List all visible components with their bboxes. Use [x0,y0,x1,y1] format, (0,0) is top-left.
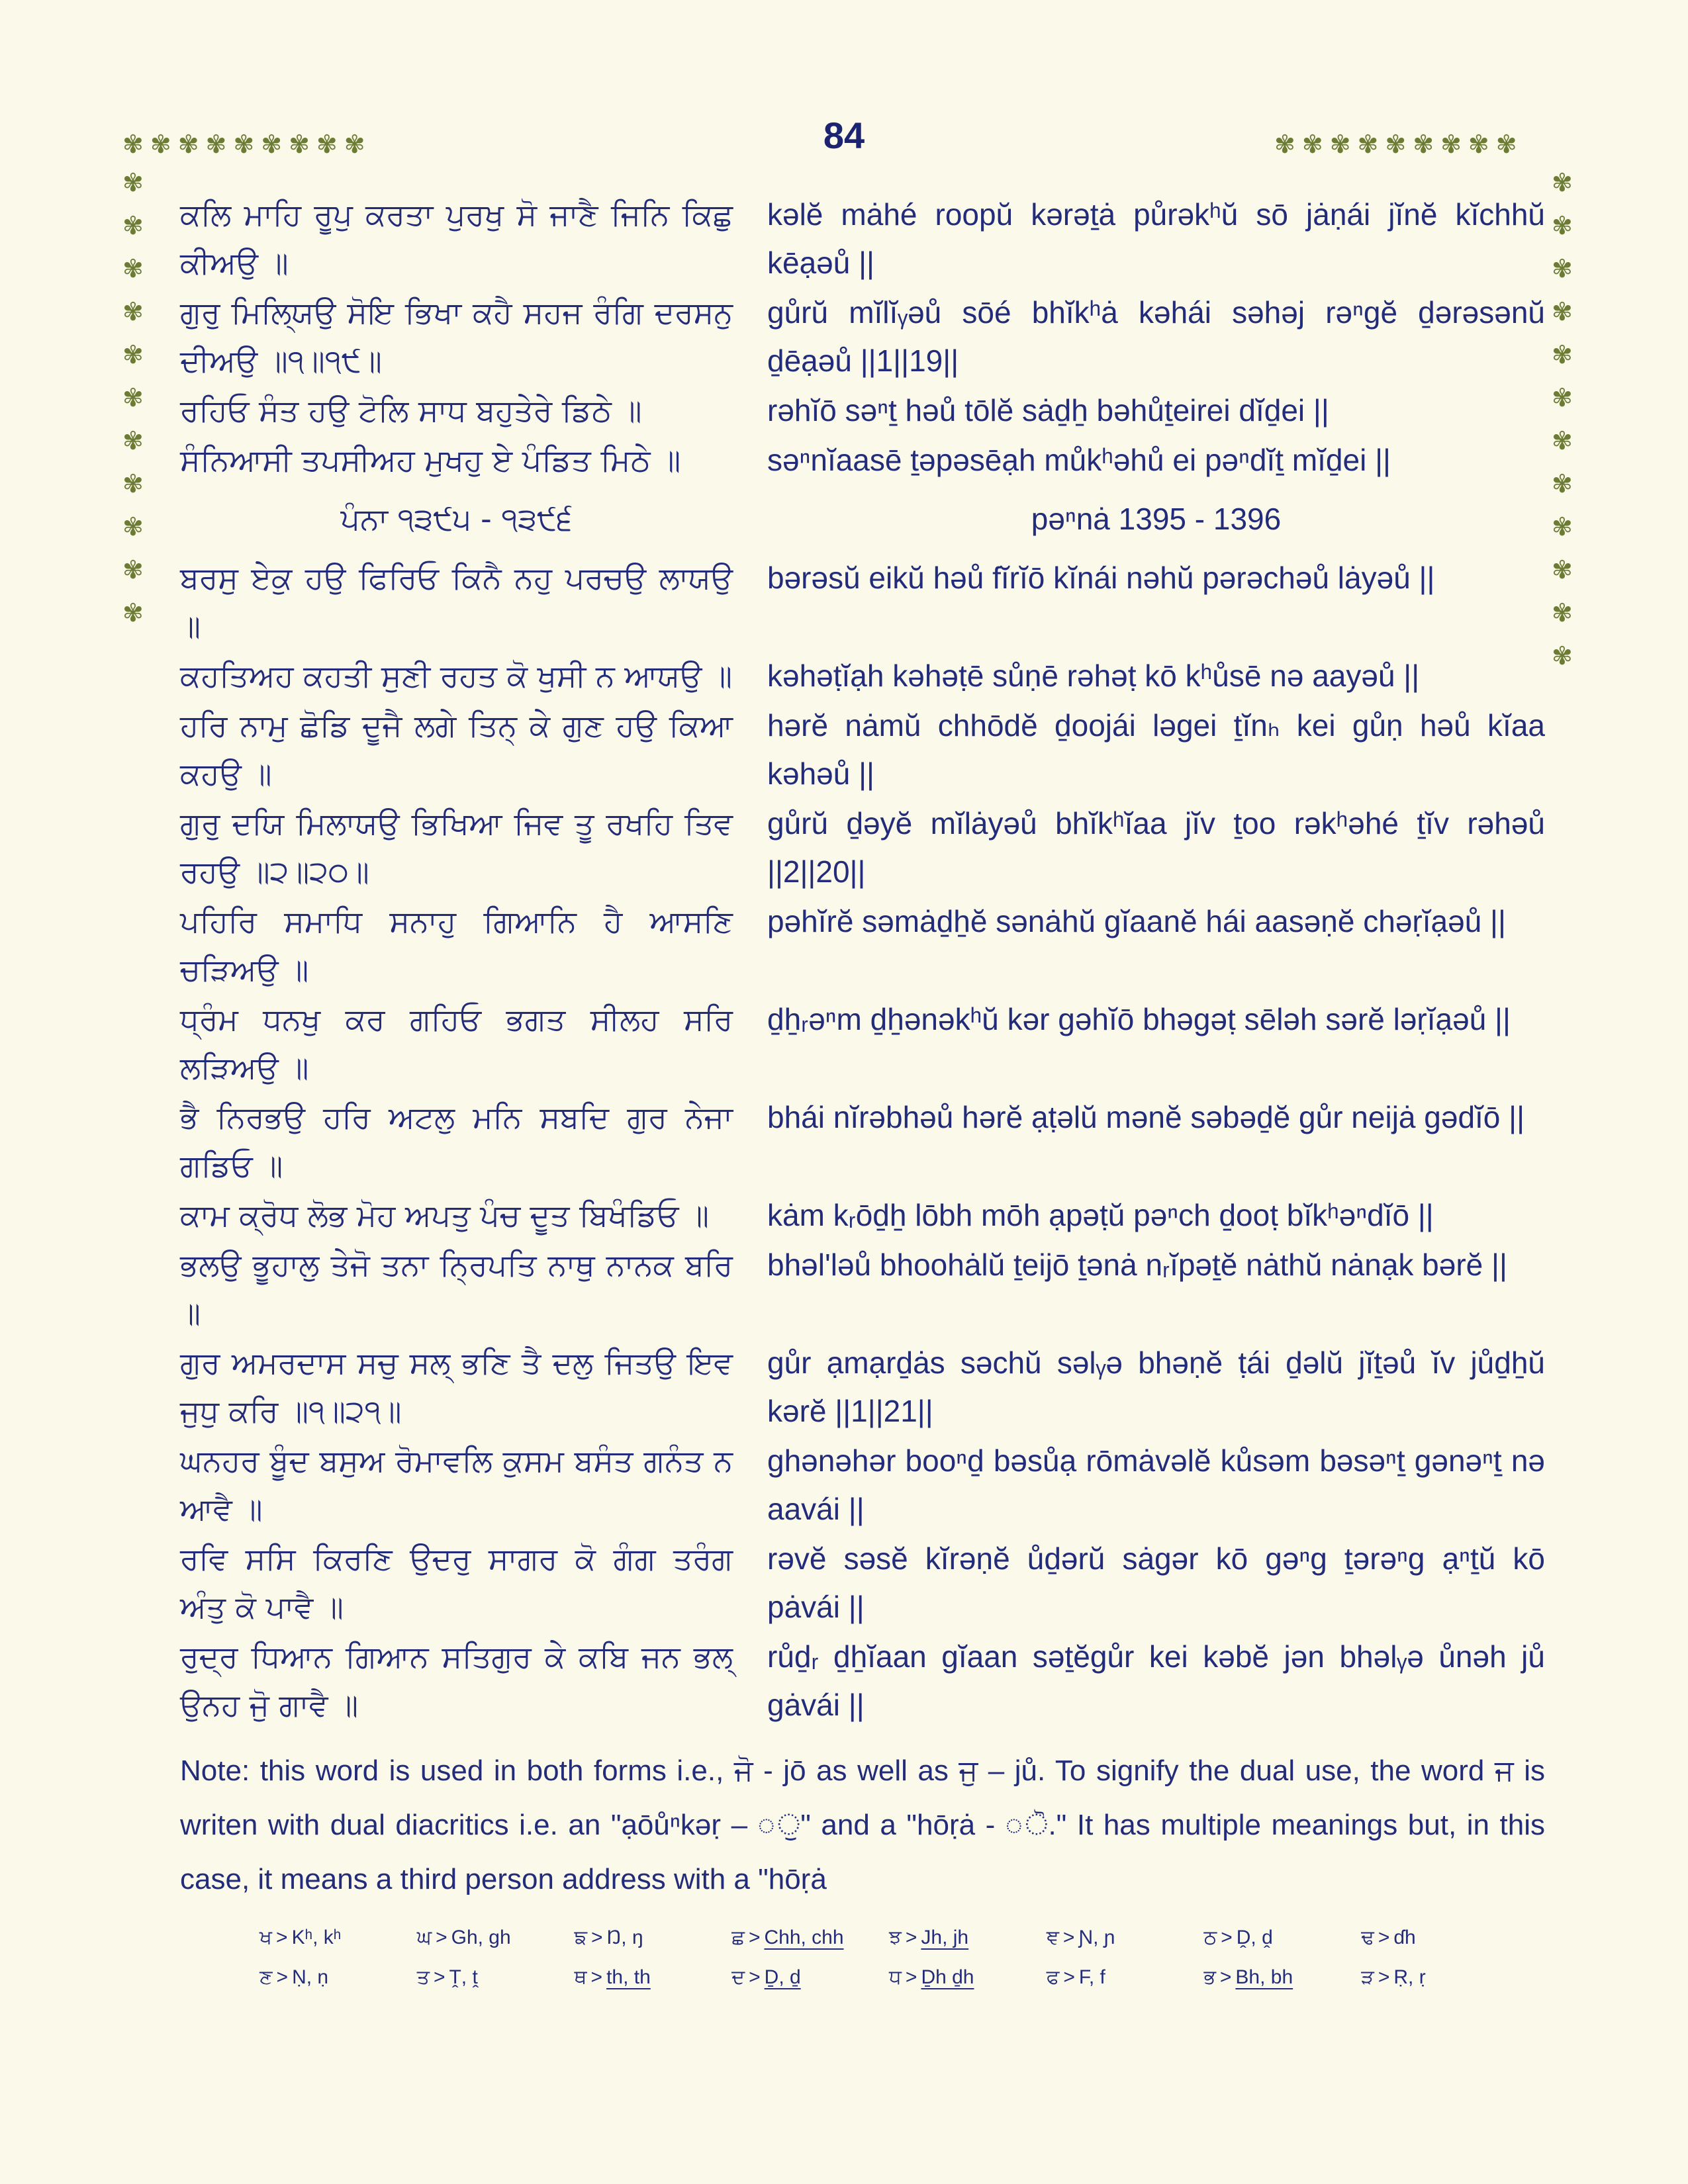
flower-icon: ✾ [1385,131,1407,159]
gurmukhi-line: ਧ੍ਰੰਮ ਧਨਖੁ ਕਰ ਗਹਿਓ ਭਗਤ ਸੀਲਹ ਸਰਿ ਲੜਿਅਉ ॥ [180,1001,733,1085]
transliteration-line: gůr ạmạrḏȧs səchŭ səlᵧə bhəṇĕ ṭái ḏəlŭ jĭṯəů ĭv jůḏẖŭ kərĕ ||1||21|| [767,1345,1545,1428]
gurmukhi-line: ਗੁਰ ਅਮਰਦਾਸ ਸਚੁ ਸਲ੍ ਭਣਿ ਤੈ ਦਲੁ ਜਿਤਉ ਇਵ ਜੁਧੁ ਕਰਿ ॥੧॥੨੧॥ [180,1345,733,1429]
flower-icon: ✾ [1552,557,1573,584]
key-gurmukhi-letter: ਝ [889,1927,902,1948]
transliteration-line: kəlĕ mȧhé roopŭ kərəṯȧ půrəkʰŭ sō jȧṇái jĭnĕ kĭchhŭ kēạəů || [767,197,1545,280]
key-item [731,1927,889,1949]
flower-icon: ✾ [1552,471,1573,498]
key-roman: Jh, jh [921,1927,969,1948]
flower-icon: ✾ [122,255,144,283]
verse-row [180,387,1545,435]
verse-row [180,436,1545,484]
gurmukhi-line: ਗੁਰੁ ਦਯਿ ਮਿਲਾਯਉ ਭਿਖਿਆ ਜਿਵ ਤੂ ਰਖਹਿ ਤਿਵ ਰਹਉ ॥੨॥੨੦॥ [180,805,733,889]
flower-icon: ✾ [261,131,283,159]
key-separator: > [590,1927,603,1948]
page-reference-gurmukhi: ਪੰਨਾ ੧੩੯੫ - ੧੩੯੬ [340,501,573,537]
flower-border-top-left [122,132,365,158]
verse-row [180,1339,1545,1435]
key-item [1047,1927,1204,1949]
key-gurmukhi-letter: ਧ [889,1966,902,1988]
key-separator: > [276,1966,289,1988]
key-item [575,1966,732,1989]
key-separator: > [1219,1966,1232,1988]
gurmukhi-line: ਭਲਉ ਭੂਹਾਲੁ ਤੇਜੋ ਤਨਾ ਨ੍ਰਿਪਤਿ ਨਾਥੁ ਨਾਨਕ ਬਰਿ ॥ [180,1247,733,1331]
flower-icon: ✾ [1329,131,1351,159]
gurmukhi-line: ਪਹਿਰਿ ਸਮਾਧਿ ਸਨਾਹੁ ਗਿਆਨਿ ਹੈ ਆਸਣਿ ਚੜਿਅਉ ॥ [180,903,733,987]
gurmukhi-line: ਕਾਮ ਕ੍ਰੋਧ ਲੋਭ ਮੋਹ ਅਪਤੁ ਪੰਚ ਦੂਤ ਬਿਖੰਡਿਓ ॥ [180,1197,710,1233]
key-gurmukhi-letter: ਠ [1203,1927,1217,1948]
flower-icon: ✾ [1552,298,1573,326]
key-separator: > [1062,1927,1075,1948]
verse-row [180,289,1545,385]
key-roman: Kʰ, kʰ [291,1927,342,1948]
key-roman: Ṇ, ṇ [292,1966,329,1988]
key-item [259,1966,417,1989]
verse-row [180,702,1545,798]
key-gurmukhi-letter: ਤ [416,1966,430,1988]
transliteration-line: hərĕ nȧmŭ chhōdĕ ḏoojái ləgei ṯĭnₕ kei gůṇ həů kĭaa kəhəů || [767,708,1545,791]
key-gurmukhi-letter: ਥ [574,1966,587,1988]
transliteration-line: bhəl'ləů bhoohȧlŭ ṯeijō ṯənȧ nᵣĭpəṯĕ nȧthŭ nȧnạk bərĕ || [767,1248,1507,1282]
gurmukhi-line: ਹਰਿ ਨਾਮੁ ਛੋਡਿ ਦੂਜੈ ਲਗੇ ਤਿਨ੍ ਕੇ ਗੁਣ ਹਉ ਕਿਆ ਕਹਉ ॥ [180,707,733,792]
key-separator: > [1063,1966,1075,1988]
key-separator: > [905,1966,917,1988]
transliteration-line: pəhĭrĕ səmȧḏẖĕ sənȧhŭ gĭaanĕ hái aasəṇĕ chəṛĭạəů || [767,904,1506,938]
key-roman: F, f [1078,1966,1105,1988]
flower-icon: ✾ [1274,131,1295,159]
gurmukhi-line: ਕਹਤਿਅਹ ਕਹਤੀ ਸੁਣੀ ਰਹਤ ਕੋ ਖੁਸੀ ਨ ਆਯਉ ॥ [180,658,733,694]
key-roman: Bh, bh [1235,1966,1293,1988]
key-separator: > [1378,1927,1390,1948]
key-separator: > [1221,1927,1233,1948]
key-item [1361,1927,1519,1949]
key-item [259,1927,417,1949]
transliteration-line: gůrŭ mĭlĭᵧəů sōé bhĭkʰȧ kəhái səhəj rəⁿgĕ ḏərəsənŭ ḏēạəů ||1||19|| [767,295,1545,378]
flower-icon: ✾ [1552,428,1573,455]
transliteration-line: bhái nĭrəbhəů hərĕ ạṭəlŭ mənĕ səbəḏĕ gůr neijȧ gədĭō || [767,1100,1525,1134]
gurmukhi-line: ਗੁਰੁ ਮਿਲ੍ਯਿਉ ਸੋਇ ਭਿਖਾ ਕਹੈ ਸਹਜ ਰੰਗਿ ਦਰਸਨੁ ਦੀਅਉ ॥੧॥੧੯॥ [180,295,733,379]
verse-row [180,1191,1545,1240]
flower-icon: ✾ [122,341,144,369]
key-roman: Ḓ, ḓ [1236,1927,1273,1948]
key-roman: ɗh [1393,1927,1416,1948]
key-separator: > [436,1927,447,1948]
flower-icon: ✾ [1440,131,1462,159]
flower-icon: ✾ [150,131,171,159]
verse-row [180,799,1545,896]
transliteration-line: kəhəṭĭạh kəhəṭē sůṇē rəhəṭ kō kʰůsē nə aayəů || [767,659,1420,693]
key-item [417,1966,575,1989]
key-roman: Ṱ, ṱ [449,1966,478,1988]
flower-icon: ✾ [205,131,227,159]
flower-icon: ✾ [1413,131,1434,159]
key-item [1361,1966,1519,1989]
flower-icon: ✾ [122,428,144,455]
gurmukhi-line: ਰਵਿ ਸਸਿ ਕਿਰਣਿ ਉਦਰੁ ਸਾਗਰ ਕੋ ਗੰਗ ਤਰੰਗ ਅੰਤੁ ਕੋ ਪਾਵੈ ॥ [180,1541,733,1625]
flower-icon: ✾ [122,385,144,412]
flower-icon: ✾ [122,131,144,159]
flower-icon: ✾ [1357,131,1379,159]
gurmukhi-line: ਕਲਿ ਮਾਹਿ ਰੂਪੁ ਕਰਤਾ ਪੁਰਖੁ ਸੋ ਜਾਣੈ ਜਿਨਿ ਕਿਛੁ ਕੀਅਉ ॥ [180,197,733,281]
flower-icon: ✾ [177,131,199,159]
key-gurmukhi-letter: ਙ [574,1927,587,1948]
key-roman: Chh, chh [764,1927,844,1948]
transliteration-line: gůrŭ ḏəyĕ mĭlȧyəů bhĭkʰĭaa jĭv ṯoo rəkʰəhé ṯĭv rəhəů ||2||20|| [767,806,1545,889]
flower-icon: ✾ [122,212,144,240]
flower-icon: ✾ [1468,131,1489,159]
key-item [417,1927,575,1949]
key-separator: > [748,1927,761,1948]
transliteration-line: růḏᵣ ḏẖĭaan gĭaan səṯĕgůr kei kəbĕ jən bhəlᵧə ůnəh jů gȧvái || [767,1639,1545,1722]
flower-icon: ✾ [1552,600,1573,627]
flower-icon: ✾ [122,514,144,541]
key-roman: Gh, gh [451,1927,511,1948]
flower-icon: ✾ [1552,255,1573,283]
key-item [1204,1966,1362,1989]
key-separator: > [749,1966,761,1988]
verse-row [180,1437,1545,1533]
flower-icon: ✾ [1552,514,1573,541]
key-gurmukhi-letter: ੜ [1361,1966,1374,1988]
key-gurmukhi-letter: ਦ [731,1966,745,1988]
key-separator: > [905,1927,917,1948]
flower-icon: ✾ [1495,131,1517,159]
key-gurmukhi-letter: ਣ [259,1966,273,1988]
flower-icon: ✾ [316,131,338,159]
key-item [575,1927,732,1949]
key-gurmukhi-letter: ਢ [1361,1927,1374,1948]
flower-icon: ✾ [122,298,144,326]
flower-border-left [122,171,144,626]
transliteration-line: rəvĕ səsĕ kĭrəṇĕ ůḏərŭ sȧgər kō gəⁿg ṯərəⁿg ạⁿṯŭ kō pȧvái || [767,1541,1545,1624]
key-gurmukhi-letter: ਫ [1046,1966,1060,1988]
page-number: 84 [823,114,865,156]
key-separator: > [276,1927,288,1948]
key-item [889,1927,1047,1949]
key-gurmukhi-letter: ਖ [259,1927,273,1948]
page-reference-row [180,495,1545,543]
flower-icon: ✾ [1552,385,1573,412]
key-gurmukhi-letter: ਛ [731,1927,745,1948]
transliteration-line: ghənəhər booⁿḏ bəsůạ rōmȧvəlĕ kůsəm bəsəⁿṯ gənəⁿṯ nə aavái || [767,1443,1545,1526]
verse-row [180,897,1545,994]
flower-icon: ✾ [289,131,310,159]
flower-icon: ✾ [1552,341,1573,369]
key-roman: Ṛ, ṛ [1393,1966,1426,1988]
verse-row [180,652,1545,700]
scripture-content [180,191,1545,1989]
verse-row [180,1241,1545,1338]
flower-icon: ✾ [122,600,144,627]
flower-icon: ✾ [1552,169,1573,197]
key-gurmukhi-letter: ਭ [1203,1966,1216,1988]
gurmukhi-line: ਸੰਨਿਆਸੀ ਤਪਸੀਅਹ ਮੁਖਹੁ ਏ ਪੰਡਿਤ ਮਿਠੇ ॥ [180,442,681,478]
key-gurmukhi-letter: ਞ [1046,1927,1059,1948]
page-reference-roman: pəⁿnȧ 1395 - 1396 [1031,502,1282,536]
key-gurmukhi-letter: ਘ [416,1927,432,1948]
verse-row [180,1093,1545,1190]
transliteration-line: səⁿnĭaasē ṯəpəsēạh můkʰəhů ei pəⁿdĭṯ mĭḏei || [767,443,1391,477]
key-item [1204,1927,1362,1949]
flower-border-top-right [1274,132,1517,158]
transliteration-key [259,1927,1519,1989]
gurmukhi-line: ਰੁਦ੍ਰ ਧਿਆਨ ਗਿਆਨ ਸਤਿਗੁਰ ਕੇ ਕਬਿ ਜਨ ਭਲ੍ ਉਨਹ ਜੁੋ ਗਾਵੈ ॥ [180,1639,733,1723]
transliteration-line: bərəsŭ eikŭ həů fĭrĭō kĭnái nəhŭ pərəchəů lȧyəů || [767,561,1435,595]
transliteration-line: rəhĭō səⁿṯ həů tōlĕ sȧḏẖ bəhůṯeirei dĭḏei || [767,393,1329,428]
key-item [1047,1966,1204,1989]
verse-row [180,1535,1545,1631]
gurmukhi-line: ਭੈ ਨਿਰਭਉ ਹਰਿ ਅਟਲੁ ਮਨਿ ਸਬਦਿ ਗੁਰ ਨੇਜਾ ਗਡਿਓ ॥ [180,1099,733,1183]
key-roman: th, th [606,1966,651,1988]
flower-icon: ✾ [1301,131,1323,159]
verse-row [180,191,1545,287]
key-roman: Ŋ, ŋ [606,1927,643,1948]
verse-row [180,554,1545,651]
key-separator: > [590,1966,603,1988]
flower-icon: ✾ [122,169,144,197]
transliteration-line: ḏẖᵣəⁿm ḏẖənəkʰŭ kər gəhĭō bhəgəṭ sēləh sərĕ ləṛĭạəů || [767,1002,1511,1036]
flower-icon: ✾ [122,471,144,498]
key-separator: > [433,1966,445,1988]
flower-icon: ✾ [1552,212,1573,240]
key-roman: Ḏh ḏh [921,1966,974,1988]
footnote: Note: this word is used in both forms i.e., ਜੋ - jō as well as ਜੁ – jů. To signify the dual use, the word ਜ is writen with dual diacritics i.e. an "ạōůⁿkəṛ – ◌ੁ" and a "hōṛȧ - ◌ੋ." It has multiple meanings but, in this case, it means a third person address with a "hōṛȧ [180,1754,1545,1895]
key-roman: Ḏ, ḏ [764,1966,801,1988]
key-item [731,1966,889,1989]
key-roman: Ɲ, ɲ [1078,1927,1115,1948]
transliteration-line: kȧm kᵣōḏẖ lōbh mōh ạpəṭŭ pəⁿch ḏooṭ bĭkʰəⁿdĭō || [767,1198,1434,1232]
flower-icon: ✾ [344,131,365,159]
gurmukhi-line: ਘਨਹਰ ਬੂੰਦ ਬਸੁਅ ਰੋਮਾਵਲਿ ਕੁਸਮ ਬਸੰਤ ਗਨੰਤ ਨ ਆਵੈ ॥ [180,1443,733,1527]
flower-icon: ✾ [1552,643,1573,670]
flower-icon: ✾ [122,557,144,584]
flower-icon: ✾ [233,131,255,159]
gurmukhi-line: ਬਰਸੁ ਏਕੁ ਹਉ ਫਿਰਿਓ ਕਿਨੈ ਨਹੁ ਪਰਚਉ ਲਾਯਉ ॥ [180,560,733,644]
verse-row [180,1633,1545,1729]
verse-row [180,995,1545,1092]
key-separator: > [1378,1966,1390,1988]
key-item [889,1966,1047,1989]
flower-border-right [1552,171,1573,669]
gurmukhi-line: ਰਹਿਓ ਸੰਤ ਹਉ ਟੋਲਿ ਸਾਧ ਬਹੁਤੇਰੇ ਡਿਠੇ ॥ [180,392,642,428]
